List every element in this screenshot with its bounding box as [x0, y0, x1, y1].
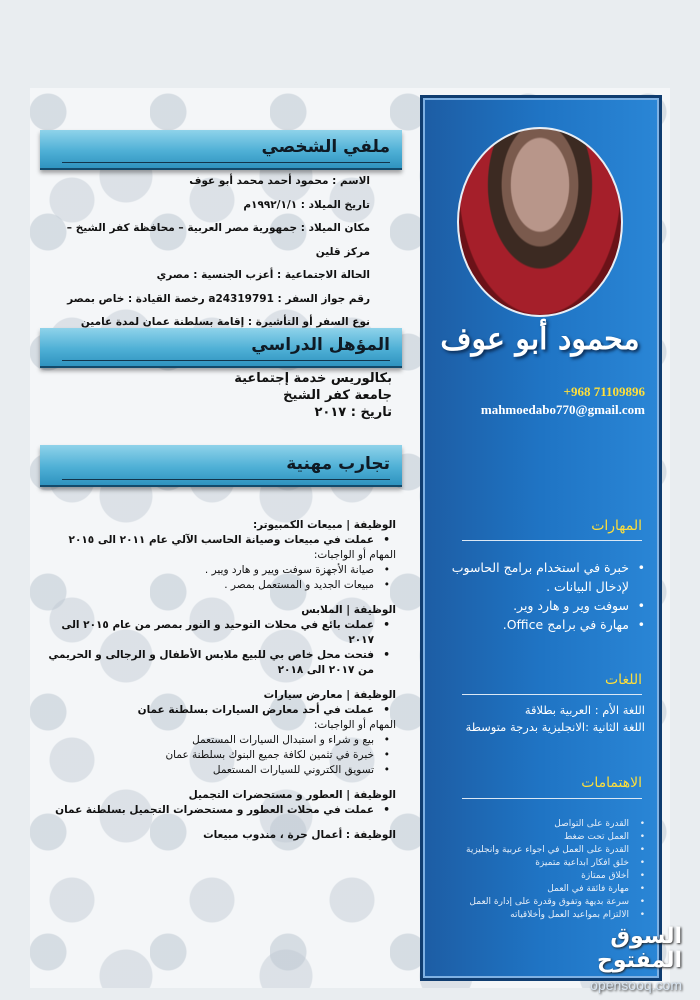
education-line: تاريخ : ٢٠١٧	[314, 405, 392, 420]
experience-details	[36, 518, 396, 843]
task-item: • مبيعات الجديد و المستعمل بمصر .	[36, 578, 374, 593]
job-item: • فتحت محل خاص بي للبيع ملابس الأطفال و الرجالى و الحريمي من ٢٠١٧ الى ٢٠١٨	[36, 648, 374, 678]
profile-heading: ملفي الشخصي	[261, 137, 390, 157]
tasks-label: المهام أو الواجبات:	[313, 549, 396, 561]
skill-item: • مهارة في برامج Office.	[440, 615, 645, 634]
languages-block	[440, 702, 645, 736]
language-line: اللغة الثانية :الانجليزية بدرجة متوسطة	[465, 720, 645, 734]
job-item: • عملت في محلات العطور و مستحضرات التجميل بسلطنة عمان	[36, 803, 374, 818]
profile-line: رقم جواز السفر : a24319791 رخصة القيادة : خاص بمصر	[67, 292, 370, 305]
job-list	[36, 803, 396, 818]
job-heading: الوظيفة : أعمال حرة ، مندوب مبيعات	[203, 829, 396, 841]
interest-item: • الالتزام بمواعيد العمل وأخلاقياته	[440, 909, 645, 922]
education-line: جامعة كفر الشيخ	[283, 388, 392, 403]
job-item: • عملت بائع في محلات التوحيد و النور بمصر من عام ٢٠١٥ الى ٢٠١٧	[36, 618, 374, 648]
skill-item: • خبرة في استخدام برامج الحاسوب لإدخال البيانات .	[440, 558, 645, 596]
profile-details	[40, 170, 370, 335]
task-list	[36, 733, 396, 778]
banner-underline	[62, 360, 390, 361]
task-item: • تسويق الكتروني للسيارات المستعمل	[36, 763, 374, 778]
job-heading: الوظيفة | مبيعات الكمبيوتر:	[252, 519, 396, 531]
interest-item: • أخلاق ممتازة	[440, 870, 645, 883]
profile-photo	[457, 127, 623, 317]
profile-line: مكان الميلاد : جمهورية مصر العربية – محافظة كفر الشيخ – مركز قلين	[66, 222, 370, 258]
phone-number[interactable]: +968 71109896	[563, 384, 645, 399]
experience-banner	[40, 445, 402, 487]
skills-divider	[462, 540, 642, 541]
task-item: • صيانة الأجهزة سوفت ويير و هارد ويير .	[36, 563, 374, 578]
languages-heading: اللغات	[605, 672, 642, 688]
profile-banner	[40, 130, 402, 170]
interest-item: • سرعة بديهة وتفوق وقدرة على إدارة العمل	[440, 896, 645, 909]
job-heading: الوظيفة | العطور و مستحضرات التجميل	[188, 789, 396, 801]
interest-item: • خلق افكار ابداعية متميزة	[440, 857, 645, 870]
interests-divider	[462, 798, 642, 799]
person-name: محمود أبو عوف	[440, 322, 640, 357]
education-details	[92, 370, 392, 421]
education-line: بكالوريس خدمة إجتماعية	[234, 371, 392, 386]
skill-item: • سوفت وير و هارد وير.	[440, 596, 645, 615]
watermark-arabic: السوق المفتوح	[596, 924, 682, 973]
job-item: • عملت في مبيعات وصيانة الحاسب الآلي عام ٢٠١١ الى ٢٠١٥	[36, 533, 374, 548]
profile-line: تاريخ الميلاد : ١٩٩٢/١/١م	[243, 198, 370, 211]
task-item: • خبرة في تثمين لكافة جميع البنوك بسلطنة عمان	[36, 748, 374, 763]
experience-heading: تجارب مهنية	[286, 454, 390, 474]
education-banner	[40, 328, 402, 368]
email-address[interactable]: mahmoedabo770@gmail.com	[480, 402, 645, 417]
skills-heading: المهارات	[591, 518, 642, 534]
profile-line: الاسم : محمود أحمد محمد أبو عوف	[189, 175, 370, 187]
job-list	[36, 533, 396, 548]
banner-underline	[62, 479, 390, 480]
interest-item: • القدرة على العمل في اجواء عربية وانجليزية	[440, 844, 645, 857]
job-item: • عملت في أحد معارض السيارات بسلطنة عمان	[36, 703, 374, 718]
job-heading: الوظيفة | الملابس	[301, 604, 396, 616]
profile-line: نوع السفر أو التأشيرة : إقامة بسلطنة عمان لمدة عامين	[80, 316, 370, 328]
watermark-latin: opensooq.com	[590, 977, 682, 993]
profile-line: الحالة الاجتماعية : أعزب الجنسية : مصري	[156, 269, 370, 281]
job-list	[36, 703, 396, 718]
job-heading: الوظيفة | معارض سيارات	[263, 689, 396, 701]
interests-heading: الاهتمامات	[581, 775, 642, 791]
task-list	[36, 563, 396, 593]
opensooq-watermark	[548, 925, 682, 997]
interest-item: • مهارة فائقة في العمل	[440, 883, 645, 896]
education-heading: المؤهل الدراسي	[251, 335, 390, 355]
interest-item: • العمل تحت ضغط	[440, 831, 645, 844]
task-item: • بيع و شراء و استبدال السيارات المستعمل	[36, 733, 374, 748]
interest-item: • القدرة على التواصل	[440, 818, 645, 831]
job-list	[36, 618, 396, 678]
language-line: اللغة الأم : العربية بطلاقة	[524, 703, 645, 717]
skills-list	[440, 558, 645, 634]
languages-divider	[462, 694, 642, 695]
banner-underline	[62, 162, 390, 163]
tasks-label: المهام أو الواجبات:	[313, 719, 396, 731]
interests-list	[440, 818, 645, 922]
